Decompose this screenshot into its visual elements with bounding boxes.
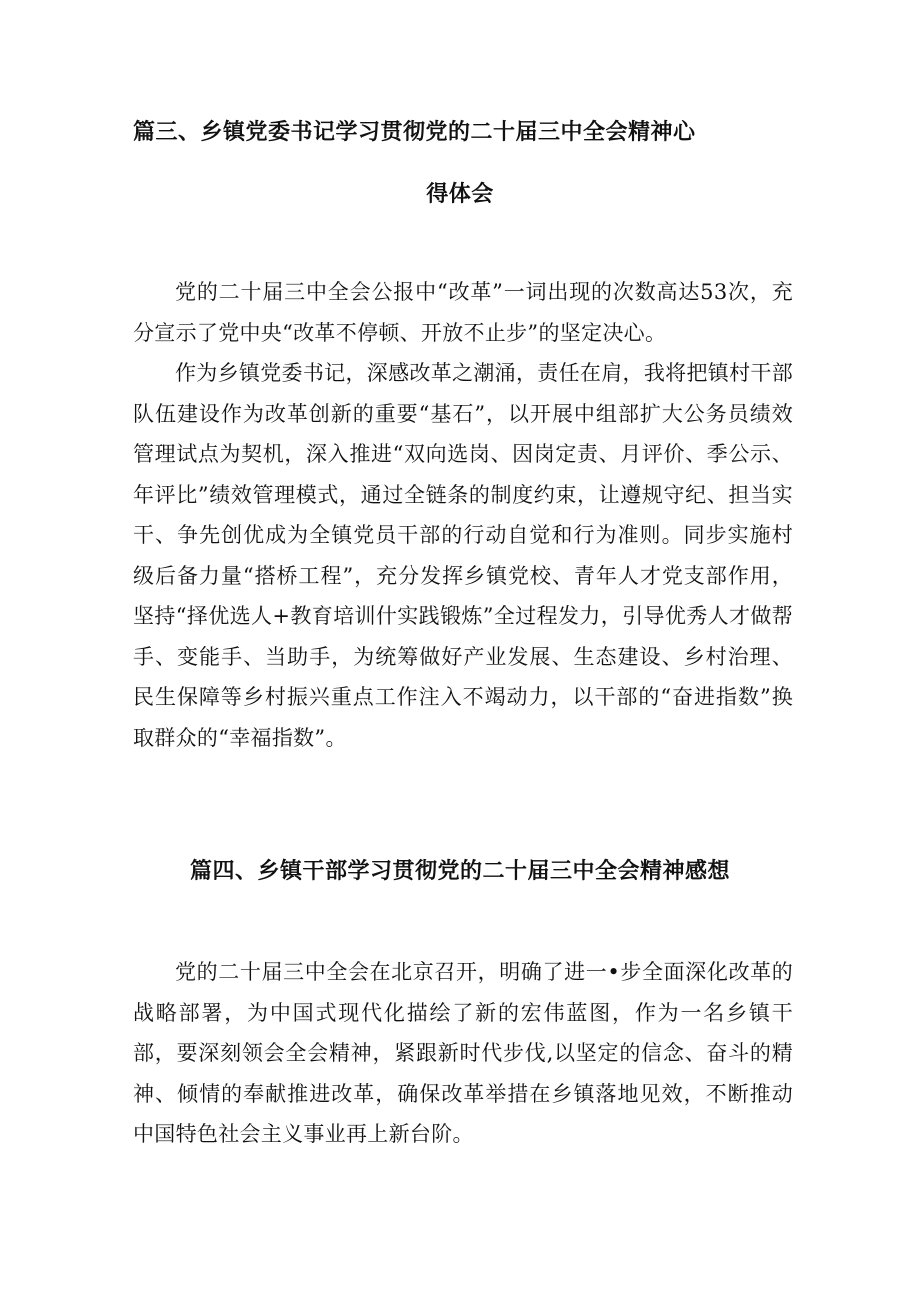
section-3-paragraph-2: 作为乡镇党委书记，深感改革之潮涌，责任在肩，我将把镇村干部队伍建设作为改革创新的重要“基石”，以开展中组部扩大公务员绩效管理试点为契机，深入推进“双向选岗、因岗定责、月评价、季公示、年评比”绩效管理模式，通过全链条的制度约束，让遵规守纪、担当实干、争先创优成为全镇党员干部的行动自觉和行为准则。同步实施村级后备力量“搭桥工程”，充分发挥乡镇党校、青年人才党支部作用，坚持“择优选人+教育培训什实践锻炼”全过程发力，引导优秀人才做帮手、变能手、当助手，为统筹做好产业发展、生态建设、乡村治理、民生保障等乡村振兴重点工作注入不竭动力，以干部的“奋进指数”换取群众的“幸福指数”。 bbox=[133, 361, 793, 750]
section-4-paragraph-1: 党的二十届三中全会在北京召开，明确了进一•步全面深化改革的战略部署，为中国式现代化描绘了新的宏伟蓝图，作为一名乡镇干部，要深刻领会全会精神，紧跟新时代步伐,以坚定的信念、奋斗的精神、倾情的奉献推进改革，确保改革举措在乡镇落地见效，不断推动中国特色社会主义事业再上新台阶。 bbox=[133, 960, 793, 1146]
section-3-title-line2: 得体会 bbox=[426, 182, 494, 207]
section-3-paragraph-1: 党的二十届三中全会公报中“改革”一词出现的次数高达53次，充分宣示了党中央“改革不停顿、开放不止步”的坚定决心。 bbox=[133, 280, 793, 345]
section-4-title: 篇四、乡镇干部学习贯彻党的二十届三中全会精神感想 bbox=[189, 859, 730, 884]
section-3-title-line1: 篇三、乡镇党委书记学习贯彻党的二十届三中全会精神心 bbox=[133, 120, 696, 145]
